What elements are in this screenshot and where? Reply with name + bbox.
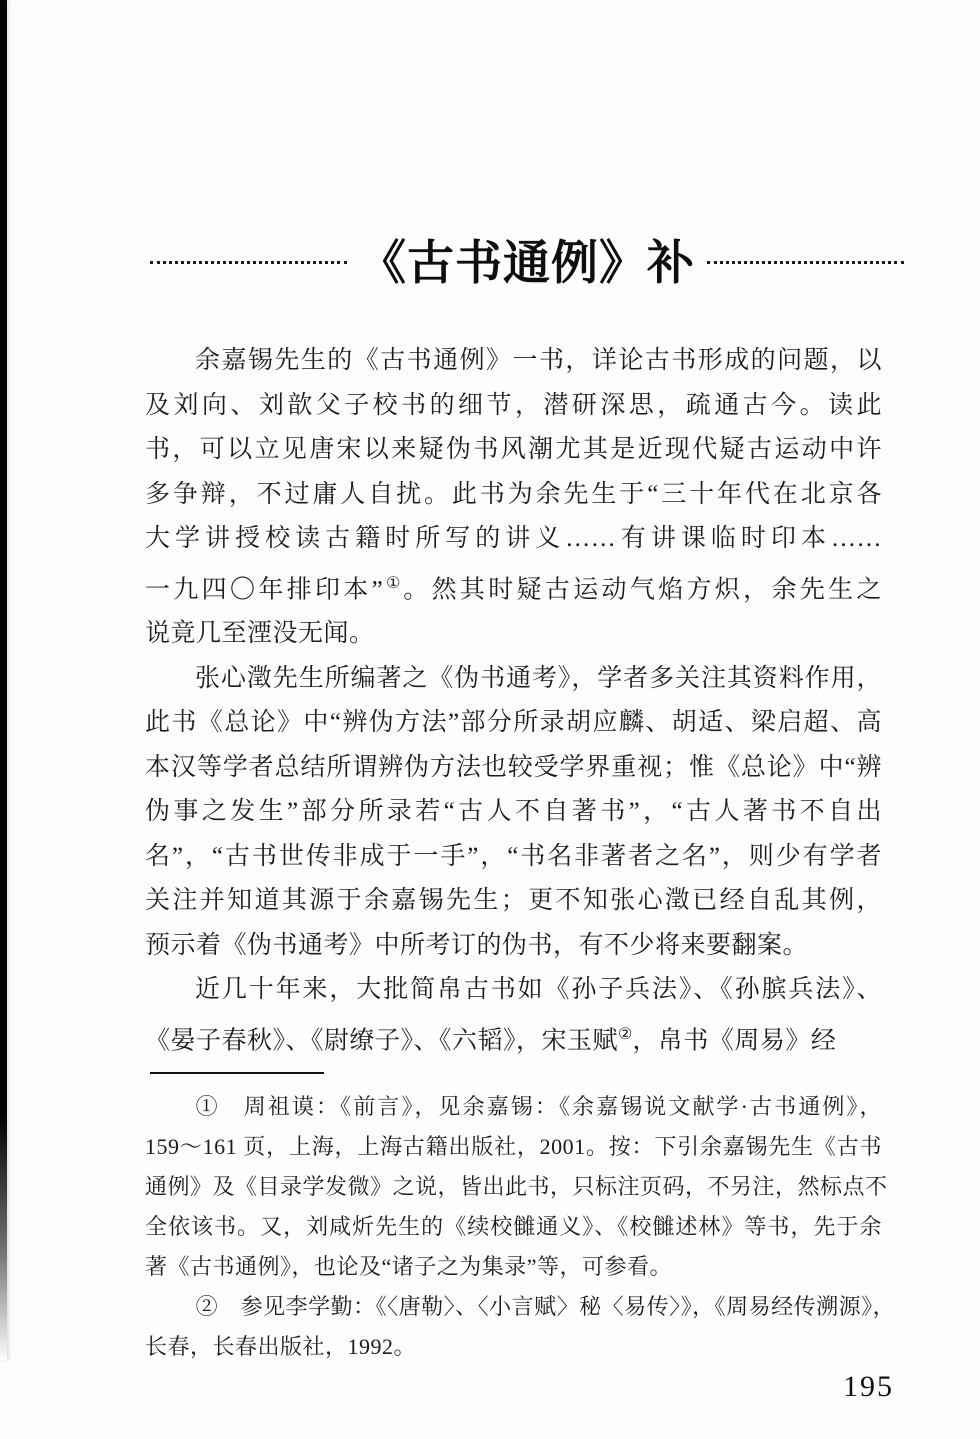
text-line: 全依该书。又，刘咸炘先生的《续校雠通义》、《校雠述林》等书，先于余 (145, 1214, 882, 1239)
text-line: 余嘉锡先生的《古书通例》一书，详论古书形成的问题，以 (195, 347, 882, 374)
footnotes (145, 1087, 896, 1367)
text-line: ② 参见李学勤：《〈唐勒〉、〈小言赋〉秘〈易传〉》，《周易经传溯源》， (195, 1294, 896, 1319)
text-line: 名”，“古书世传非成于一手”，“书名非著者之名”，则少有学者 (145, 842, 882, 870)
chapter-title-row (150, 226, 904, 292)
text-line: 长春，长春出版社，1992。 (145, 1334, 417, 1359)
text-line: 通例》及《目录学发微》之说，皆出此书，只标注页码，不另注，然标点不 (145, 1174, 888, 1199)
text-line: 近几十年来，大批简帛古书如《孙子兵法》、《孙膑兵法》、 (195, 976, 882, 1004)
text-line: 书，可以立见唐宋以来疑伪书风潮尤其是近现代疑古运动中许 (145, 436, 882, 463)
text-line: 159～161 页，上海，上海古籍出版社，2001。按：下引余嘉锡先生《古书 (145, 1134, 882, 1159)
text-line: 及刘向、刘歆父子校书的细节，潜研深思，疏通古今。读此 (145, 391, 882, 419)
title-dotted-rule-right (707, 261, 904, 264)
text-line: 关注并知道其源于余嘉锡先生；更不知张心澂已经自乱其例， (145, 887, 882, 915)
text-line: 大学讲授校读古籍时所写的讲义……有讲课临时印本…… (145, 525, 882, 552)
text-line: 伪事之发生”部分所录若“古人不自著书”，“古人著书不自出 (145, 798, 882, 826)
body-text (145, 339, 882, 1064)
scan-edge-artifact (0, 0, 7, 1360)
text-line: 著《古书通例》，也论及“诸子之为集录”等，可参看。 (145, 1254, 673, 1279)
text-line: 一九四〇年排印本”①。然其时疑古运动气焰方炽，余先生之 (145, 574, 882, 603)
text-line: 预示着《伪书通考》中所考订的伪书，有不少将来要翻案。 (145, 931, 809, 959)
text-line: 此书《总论》中“辨伪方法”部分所录胡应麟、胡适、梁启超、高 (145, 709, 882, 737)
text-line: 本汉等学者总结所谓辨伪方法也较受学界重视；惟《总论》中“辨 (145, 753, 882, 781)
text-line: 说竟几至湮没无闻。 (145, 620, 375, 648)
footnote-separator-rule (150, 1072, 324, 1074)
text-line: 《晏子春秋》、《尉缭子》、《六韬》，宋玉赋②，帛书《周易》经 (145, 1025, 837, 1055)
footnote-reference-mark: ① (383, 574, 404, 592)
footnote-reference-mark: ② (618, 1025, 633, 1043)
text-line: ① 周祖谟：《前言》，见余嘉锡：《余嘉锡说文献学·古书通例》， (195, 1094, 882, 1119)
page-number: 195 (843, 1370, 894, 1403)
title-dotted-rule-left (150, 261, 347, 264)
chapter-title: 《古书通例》补 (359, 235, 695, 289)
text-line: 多争辩，不过庸人自扰。此书为余先生于“三十年代在北京各 (145, 480, 882, 508)
text-line: 张心澂先生所编著之《伪书通考》，学者多关注其资料作用， (195, 664, 882, 692)
